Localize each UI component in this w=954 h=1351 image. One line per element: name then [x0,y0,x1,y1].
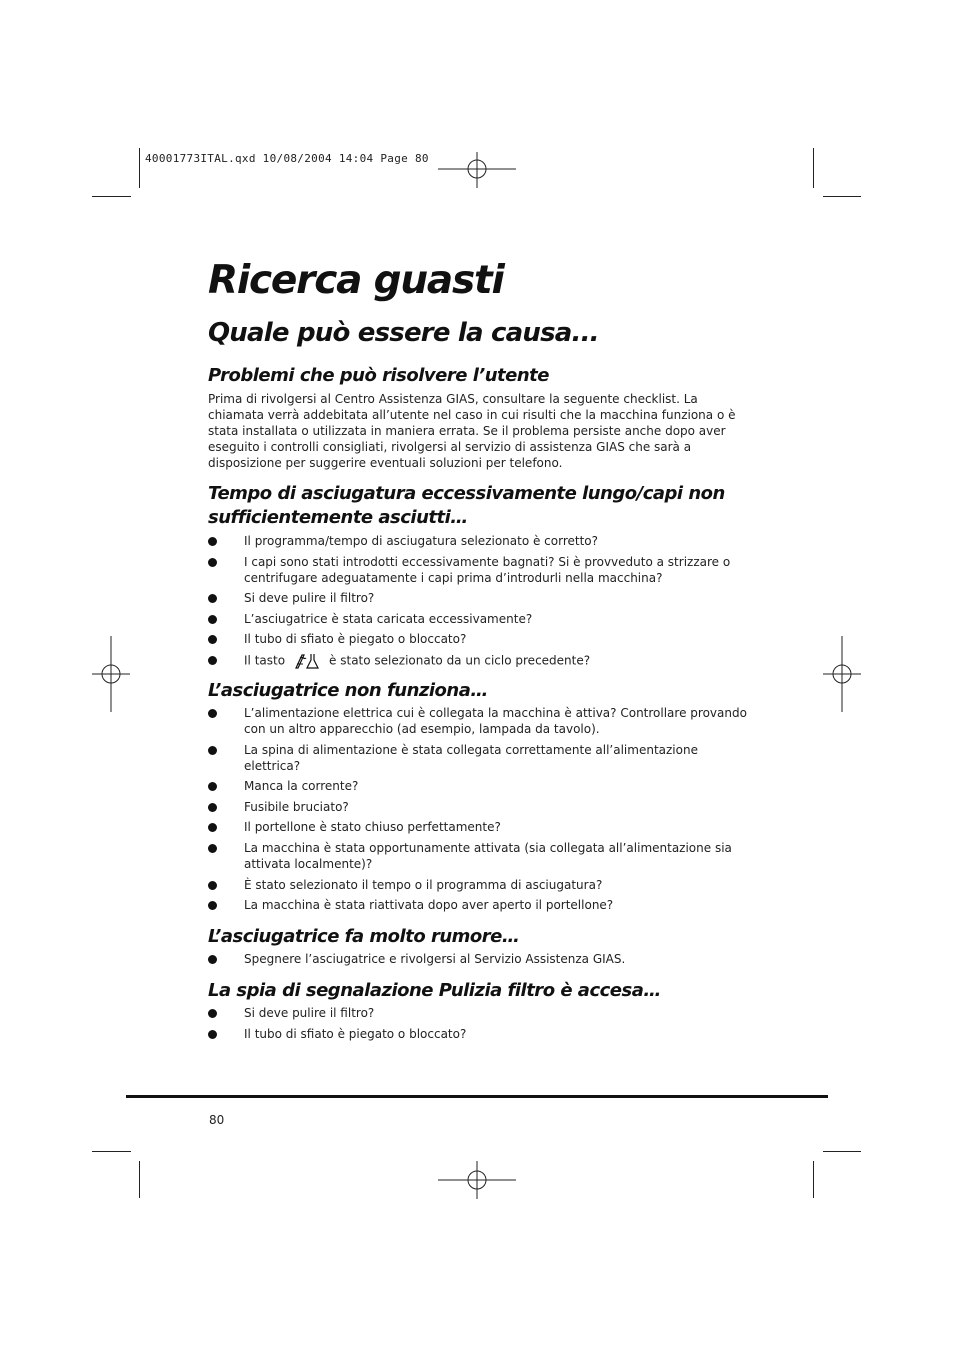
registration-mark-right [823,636,861,712]
bullet-icon [208,901,217,910]
page-number: 80 [209,1113,225,1127]
list-item [208,951,748,967]
section-heading-user-problems: Problemi che può risolvere l’utente [208,365,549,386]
list-item [208,652,748,670]
list-item-text: Spegnere l’asciugatrice e rivolgersi al Servizio Assistenza GIAS. [244,952,626,966]
section-heading-not-working: L’asciugatrice non funziona… [208,680,488,701]
bullet-icon [208,558,217,567]
list-item [208,1026,748,1042]
list-item-text: L’asciugatrice è stata caricata eccessivamente? [244,611,533,626]
bullet-icon [208,594,217,603]
list-item-text: Si deve pulire il filtro? [244,1006,375,1020]
bullet-icon [208,656,217,665]
list-item [208,877,748,893]
bullet-icon [208,782,217,791]
list-item [208,590,748,606]
list-item-text: Il tasto [244,653,286,668]
crop-mark-top-right-vertical [813,148,814,188]
crop-mark-top-right-horizontal [823,196,861,197]
list-item [208,631,748,647]
crop-mark-top-left-vertical [139,148,140,188]
list-item-text: L’alimentazione elettrica cui è collegata la macchina è attiva? Controllare provando con un altro apparecchio (ad esempio, lampada da tavolo). [244,706,747,736]
list-item-text: Si deve pulire il filtro? [244,591,375,606]
list-item-text: è stato selezionato da un ciclo precedente? [329,653,591,668]
bullet-icon [208,746,217,755]
list-item-text: Il portellone è stato chiuso perfettamente? [244,820,501,835]
anti-crease-button-icon [293,652,319,670]
list-item-text: Il programma/tempo di asciugatura selezionato è corretto? [244,534,599,548]
section-heading-noise: L’asciugatrice fa molto rumore… [208,926,520,947]
list-item-text: I capi sono stati introdotti eccessivamente bagnati? Si è provveduto a strizzare o centrifugare adeguatamente i capi prima d’introdurli nella macchina? [244,554,731,585]
filter-light-checklist [208,1005,748,1046]
print-slug: 40001773ITAL.qxd 10/08/2004 14:04 Page 80 [145,152,429,165]
page-subtitle: Quale può essere la causa... [208,318,599,348]
list-item-text: La spina di alimentazione è stata collegata correttamente all’alimentazione elettrica? [244,742,698,773]
bullet-icon [208,635,217,644]
bullet-icon [208,615,217,624]
section-heading-drying-time: Tempo di asciugatura eccessivamente lungo/capi non sufficientemente asciutti… [208,483,725,528]
crop-mark-bottom-right-horizontal [823,1151,861,1152]
not-working-checklist [208,705,748,918]
registration-mark-top [438,152,516,188]
list-item-text: Il tubo di sfiato è piegato o bloccato? [244,1026,467,1041]
noise-checklist [208,951,748,972]
bullet-icon [208,709,217,718]
crop-mark-top-left-horizontal [92,196,131,197]
intro-paragraph: Prima di rivolgersi al Centro Assistenza GIAS, consultare la seguente checklist. La chiamata verrà addebitata all’utente nel caso in cui risulti che la macchina funziona o è stata installata o utilizzata in maniera errata. Se il problema persiste anche dopo aver eseguito i controlli consigliati, rivolgersi al servizio di assistenza GIAS che sarà a disposizione per suggerire eventuali soluzioni per telefono. [208,392,736,470]
list-item-text: La macchina è stata riattivata dopo aver aperto il portellone? [244,898,614,913]
list-item [208,554,748,586]
drying-time-checklist [208,533,748,675]
crop-mark-bottom-right-vertical [813,1161,814,1198]
list-item-text: Il tubo di sfiato è piegato o bloccato? [244,632,467,647]
list-item [208,742,748,774]
bullet-icon [208,881,217,890]
bullet-icon [208,955,217,964]
bullet-icon [208,844,217,853]
list-item [208,1005,748,1021]
list-item-text: La macchina è stata opportunamente attivata (sia collegata all’alimentazione sia attivata localmente)? [244,840,732,871]
list-item [208,840,748,872]
page-title: Ricerca guasti [208,258,504,303]
bullet-icon [208,803,217,812]
list-item-text: È stato selezionato il tempo o il programma di asciugatura? [244,877,603,892]
list-item [208,897,748,913]
list-item-text: Manca la corrente? [244,779,359,794]
crop-mark-bottom-left-horizontal [92,1151,131,1152]
registration-mark-left [92,636,130,712]
bullet-icon [208,1009,217,1018]
bullet-icon [208,823,217,832]
registration-mark-bottom [438,1161,516,1199]
list-item [208,533,748,549]
crop-mark-bottom-left-vertical [139,1161,140,1198]
list-item [208,799,748,815]
list-item [208,611,748,627]
bullet-icon [208,537,217,546]
bullet-icon [208,1030,217,1039]
footer-rule [126,1095,828,1098]
list-item-text: Fusibile bruciato? [244,799,349,814]
list-item [208,705,748,737]
section-heading-filter-light: La spia di segnalazione Pulizia filtro è accesa… [208,980,661,1001]
list-item [208,819,748,835]
list-item [208,778,748,794]
